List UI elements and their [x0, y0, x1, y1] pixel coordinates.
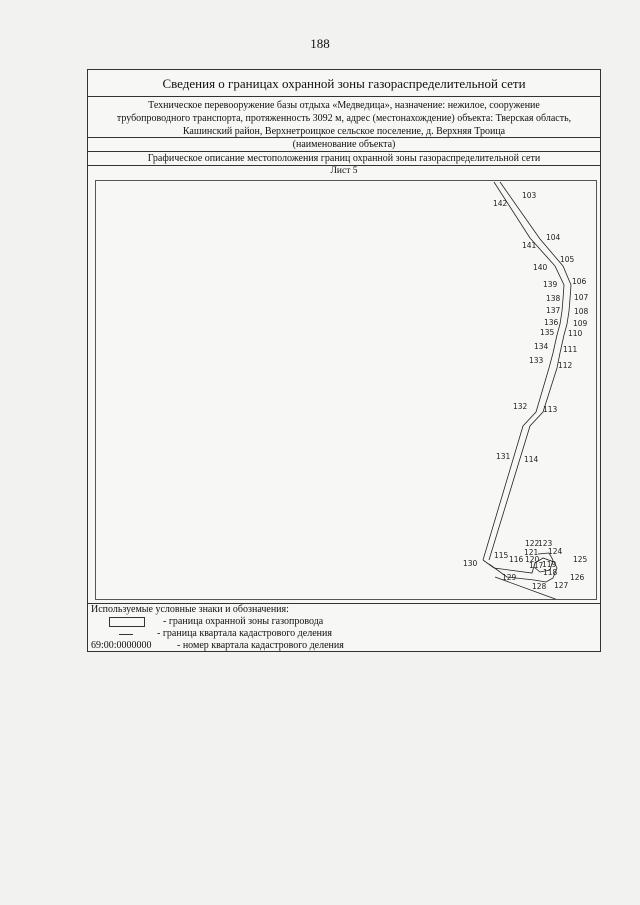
point-label-105: 105 — [560, 255, 575, 264]
point-label-109: 109 — [573, 319, 588, 328]
point-label-120: 120 — [525, 555, 540, 564]
point-label-103: 103 — [522, 191, 537, 200]
point-label-117: 117 — [529, 561, 544, 570]
point-label-104: 104 — [546, 233, 561, 242]
point-label-111: 111 — [563, 345, 578, 354]
legend-heading: Используемые условные знаки и обозначения: — [91, 604, 289, 615]
legend-quarter-text: - граница квартала кадастрового деления — [157, 628, 332, 639]
object-description — [88, 97, 600, 138]
point-label-116: 116 — [509, 555, 524, 564]
boundary-map — [95, 180, 597, 600]
legend — [88, 603, 600, 653]
point-label-137: 137 — [546, 306, 561, 315]
point-label-112: 112 — [558, 361, 573, 370]
point-label-141: 141 — [522, 241, 537, 250]
point-label-129: 129 — [502, 573, 517, 582]
point-label-132: 132 — [513, 402, 528, 411]
legend-row-code — [91, 640, 600, 652]
object-caption: (наименование объекта) — [88, 138, 600, 152]
point-label-130: 130 — [463, 559, 478, 568]
graphic-caption: Графическое описание местоположения границ охранной зоны газораспределительной сети — [88, 152, 600, 166]
quarter-boundary-symbol — [119, 634, 133, 635]
legend-quarter-code: 69:00:0000000 — [91, 640, 152, 651]
point-label-139: 139 — [543, 280, 558, 289]
point-label-140: 140 — [533, 263, 548, 272]
point-label-134: 134 — [534, 342, 549, 351]
point-label-138: 138 — [546, 294, 561, 303]
point-label-110: 110 — [568, 329, 583, 338]
point-label-114: 114 — [524, 455, 539, 464]
boundary-map-drawing — [96, 181, 596, 599]
legend-row-quarter — [91, 628, 600, 640]
document-sheet — [87, 69, 601, 652]
point-label-125: 125 — [573, 555, 588, 564]
object-line-2: трубопроводного транспорта, протяженность 3092 м, адрес (местонахождение) объекта: Тверская область, — [116, 113, 572, 124]
legend-zone-text: - граница охранной зоны газопровода — [163, 616, 324, 627]
point-label-106: 106 — [572, 277, 587, 286]
point-label-108: 108 — [574, 307, 589, 316]
point-label-122: 122 — [525, 539, 540, 548]
point-label-135: 135 — [540, 328, 555, 337]
point-label-118: 118 — [543, 568, 558, 577]
point-label-133: 133 — [529, 356, 544, 365]
point-label-107: 107 — [574, 293, 589, 302]
point-label-124: 124 — [548, 547, 563, 556]
zone-boundary-symbol — [109, 617, 145, 627]
page-number: 188 — [310, 36, 330, 51]
object-line-1: Техническое перевооружение базы отдыха «Медведица», назначение: нежилое, сооружение — [148, 100, 540, 111]
point-label-115: 115 — [494, 551, 509, 560]
point-label-142: 142 — [493, 199, 508, 208]
legend-row-zone — [91, 616, 600, 628]
document-title: Сведения о границах охранной зоны газораспределительной сети — [88, 70, 600, 97]
sheet-label: Лист 5 — [330, 166, 358, 176]
point-label-126: 126 — [570, 573, 585, 582]
point-label-119: 119 — [542, 560, 557, 569]
object-line-3: Кашинский район, Верхнетроицкое сельское поселение, д. Верхняя Троица — [182, 126, 506, 137]
point-label-127: 127 — [554, 581, 569, 590]
legend-code-text: - номер квартала кадастрового деления — [177, 640, 344, 651]
point-label-113: 113 — [543, 405, 558, 414]
point-label-131: 131 — [496, 452, 511, 461]
point-label-123: 123 — [538, 539, 553, 548]
point-label-121: 121 — [524, 548, 539, 557]
point-label-136: 136 — [544, 318, 559, 327]
point-label-128: 128 — [532, 582, 547, 591]
